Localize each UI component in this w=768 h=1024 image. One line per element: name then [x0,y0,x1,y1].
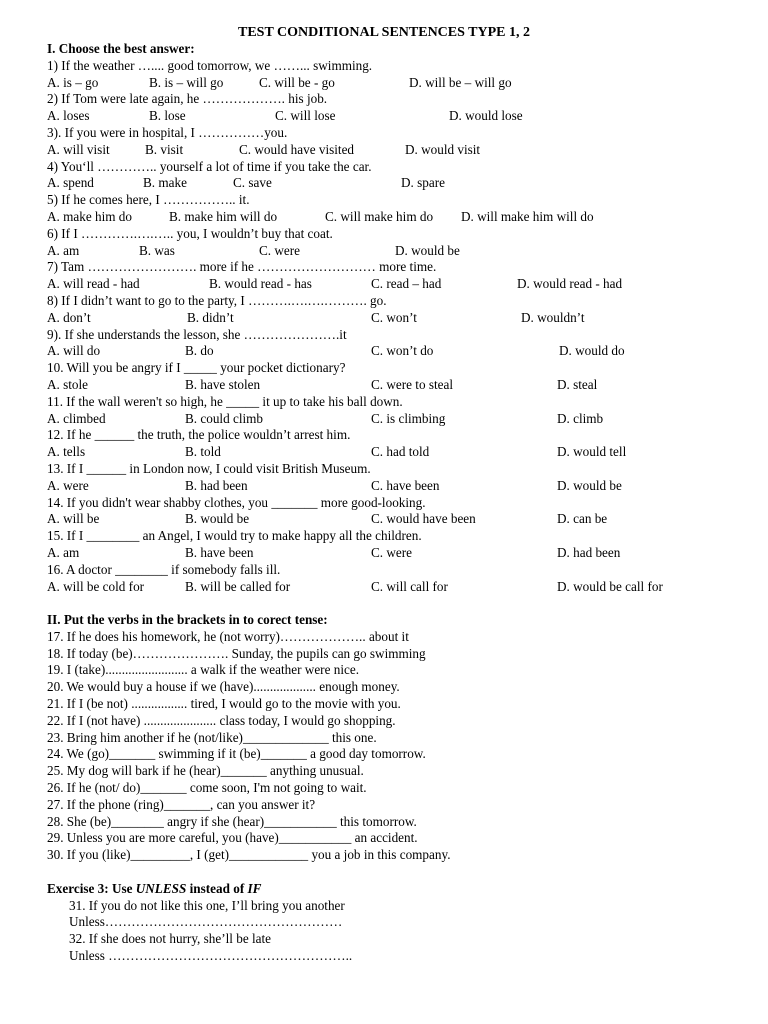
answer-option: D. wouldn’t [521,309,585,325]
answer-option: D. climb [557,410,604,426]
unless-exercise-item: Unless……………………………………………… [69,914,343,930]
answer-option: D. had been [557,544,621,560]
answer-option: C. won’t [371,309,417,325]
answer-option: B. would read - has [209,276,312,292]
question-text: 11. If the wall weren't so high, he _____ it up to take his ball down. [47,393,403,409]
answer-options-row [47,175,747,192]
answer-options-row [47,511,747,528]
answer-option: B. told [185,444,221,460]
verb-exercise-item: 23. Bring him another if he (not/like)_____________ this one. [47,729,377,745]
answer-option: D. would be [557,477,622,493]
answer-option: B. will be called for [185,578,291,594]
verb-exercise-list [47,629,747,864]
question-text: 14. If you didn't wear shabby clothes, you _______ more good-looking. [47,494,426,510]
answer-option: C. have been [371,477,440,493]
unless-exercise-item: 32. If she does not hurry, she’ll be late [69,931,272,947]
answer-option: A. climbed [47,410,106,426]
question-text: 10. Will you be angry if I _____ your pocket dictionary? [47,360,346,376]
verb-exercise-item: 22. If I (not have) ...................... class today, I would go shopping. [47,712,396,728]
verb-exercise-item: 20. We would buy a house if we (have)................... enough money. [47,679,400,695]
answer-option: B. had been [185,477,248,493]
answer-option: B. didn’t [187,309,234,325]
verb-exercise-item: 24. We (go)_______ swimming if it (be)_______ a good day tomorrow. [47,746,426,762]
question-text: 9). If she understands the lesson, she ………………….it [47,326,347,342]
answer-options-row [47,377,747,394]
answer-option: A. am [47,544,80,560]
unless-exercise-item: 31. If you do not like this one, I’ll bring you another [69,897,345,913]
answer-option: C. would have visited [239,141,355,157]
answer-option: D. will be – will go [409,74,512,90]
verb-exercise-item: 28. She (be)________ angry if she (hear)___________ this tomorrow. [47,813,417,829]
question-text: 3). If you were in hospital, I ……………you. [47,124,288,140]
answer-option: C. would have been [371,511,476,527]
answer-option: A. were [47,477,89,493]
answer-option: C. were [371,544,413,560]
answer-options-row [47,545,747,562]
answer-option: A. will do [47,343,101,359]
answer-option: D. would visit [405,141,481,157]
answer-option: C. were to steal [371,376,454,392]
answer-option: C. will call for [371,578,448,594]
question-text: 15. If I ________ an Angel, I would try to make happy all the children. [47,528,422,544]
answer-option: C. save [233,175,272,191]
answer-option: B. could climb [185,410,264,426]
answer-option: D. would do [559,343,625,359]
answer-options-row [47,310,747,327]
answer-option: A. loses [47,108,90,124]
answer-option: A. stole [47,376,89,392]
answer-option: D. would tell [557,444,627,460]
heading-mid: instead of [186,880,248,896]
verb-exercise-item: 21. If I (be not) ................. tired, I would go to the movie with you. [47,696,401,712]
question-text: 4) You‘ll ………….. yourself a lot of time if you take the car. [47,158,372,174]
answer-option: D. would be call for [557,578,663,594]
question-text: 1) If the weather ….... good tomorrow, we ……... swimming. [47,57,373,73]
answer-option: B. make [143,175,187,191]
answer-option: C. won’t do [371,343,434,359]
answer-options-row [47,478,747,495]
answer-options-row [47,444,747,461]
unless-exercise-list [47,898,747,965]
answer-option: A. will read - had [47,276,140,292]
verb-exercise-item: 30. If you (like)_________, I (get)____________ you a job in this company. [47,847,451,863]
answer-options-row [47,243,747,260]
question-text: 6) If I ………….….….. you, I wouldn’t buy that coat. [47,225,333,241]
answer-options-row [47,108,747,125]
heading-if: IF [247,880,262,896]
verb-exercise-item: 17. If he does his homework, he (not worry)……………….. about it [47,628,409,644]
heading-prefix: Exercise 3: Use [47,880,136,896]
answer-option: B. have stolen [185,376,261,392]
answer-options-row [47,75,747,92]
answer-option: C. will make him do [325,208,434,224]
answer-option: A. spend [47,175,94,191]
answer-option: C. is climbing [371,410,446,426]
answer-option: B. do [185,343,214,359]
verb-exercise-item: 25. My dog will bark if he (hear)_______ anything unusual. [47,763,364,779]
answer-option: C. will be - go [259,74,335,90]
answer-option: A. am [47,242,80,258]
answer-options-row [47,276,747,293]
answer-option: B. would be [185,511,250,527]
page-title: TEST CONDITIONAL SENTENCES TYPE 1, 2 [237,25,531,40]
heading-unless: UNLESS [135,880,187,896]
answer-option: D. would read - had [517,276,623,292]
answer-option: A. is – go [47,74,99,90]
answer-option: A. will be [47,511,100,527]
answer-option: D. would lose [449,108,523,124]
answer-option: B. make him will do [169,208,278,224]
section-3-heading [47,881,747,898]
answer-option: D. would be [395,242,460,258]
answer-option: B. lose [149,108,186,124]
spacer [47,595,747,612]
section-1-heading: I. Choose the best answer: [47,41,195,56]
answer-option: A. don’t [47,309,91,325]
answer-option: C. read – had [371,276,442,292]
answer-option: A. tells [47,444,86,460]
worksheet-content [47,41,747,965]
answer-option: D. will make him will do [461,208,594,224]
question-text: 16. A doctor ________ if somebody falls ill. [47,561,281,577]
answer-option: D. spare [401,175,445,191]
answer-options-row [47,579,747,596]
answer-option: A. will visit [47,141,110,157]
question-text: 5) If he comes here, I …………….. it. [47,192,250,208]
answer-option: D. steal [557,376,598,392]
answer-options-row [47,209,747,226]
answer-option: A. make him do [47,208,132,224]
question-text: 2) If Tom were late again, he ………………. his job. [47,91,328,107]
question-text: 8) If I didn’t want to go to the party, I ……….….….………. go. [47,292,387,308]
answer-option: A. will be cold for [47,578,145,594]
answer-option: C. will lose [275,108,336,124]
question-text: 7) Tam ……………………. more if he ……………………… more time. [47,259,437,275]
question-text: 13. If I ______ in London now, I could visit British Museum. [47,460,371,476]
answer-option: D. can be [557,511,608,527]
verb-exercise-item: 29. Unless you are more careful, you (have)___________ an accident. [47,830,418,846]
spacer [47,864,747,881]
answer-options-row [47,343,747,360]
answer-options-row [47,142,747,159]
answer-option: B. was [139,242,175,258]
answer-option: B. have been [185,544,254,560]
multiple-choice-list [47,58,747,596]
unless-exercise-item: Unless ……………………………………………….. [69,948,353,964]
section-2-heading: II. Put the verbs in the brackets in to corect tense: [47,612,328,628]
verb-exercise-item: 18. If today (be)…………………. Sunday, the pupils can go swimming [47,645,426,661]
answer-option: B. visit [145,141,184,157]
verb-exercise-item: 19. I (take)......................... a walk if the weather were nice. [47,662,359,678]
answer-options-row [47,411,747,428]
verb-exercise-item: 26. If he (not/ do)_______ come soon, I'm not going to wait. [47,780,367,796]
answer-option: C. were [259,242,301,258]
verb-exercise-item: 27. If the phone (ring)_______, can you answer it? [47,796,316,812]
question-text: 12. If he ______ the truth, the police wouldn’t arrest him. [47,427,351,443]
answer-option: C. had told [371,444,430,460]
answer-option: B. is – will go [149,74,224,90]
